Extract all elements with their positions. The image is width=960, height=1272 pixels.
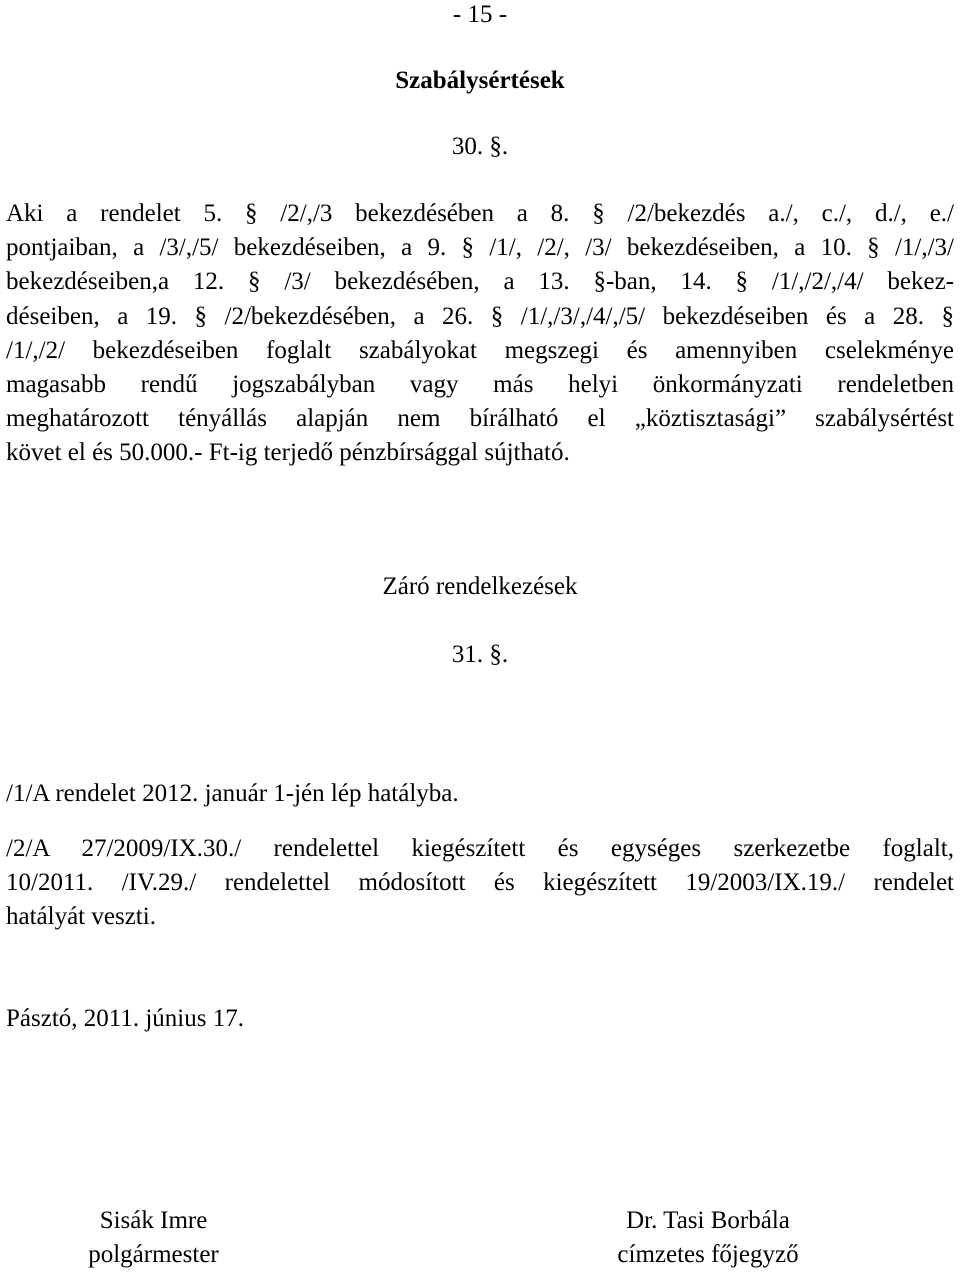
text-line: 10/2011. /IV.29./ rendelettel módosított és kiegészített 19/2003/IX.19./ rendelet (6, 869, 954, 897)
paragraph-30-text (6, 197, 954, 471)
text-line: hatályát veszti. (6, 903, 156, 931)
signatory-title: címzetes főjegyző (617, 1241, 799, 1268)
paragraph-number-30: 30. §. (451, 133, 509, 160)
text-line: bekezdéseiben,a 12. § /3/ bekezdésében, a 13. §-ban, 14. § /1/,/2/,/4/ bekez- (6, 268, 954, 296)
text-line: pontjaiban, a /3/,/5/ bekezdéseiben, a 9. § /1/, /2/, /3/ bekezdéseiben, a 10. § /1/,/3/ (6, 234, 954, 262)
text-line: déseiben, a 19. § /2/bekezdésében, a 26. § /1/,/3/,/4/,/5/ bekezdéseiben és a 28. § (6, 302, 954, 330)
signatory-name: Dr. Tasi Borbála (626, 1207, 790, 1234)
signatory-title: polgármester (88, 1241, 219, 1268)
clause-1: /1/A rendelet 2012. január 1-jén lép hatályba. (6, 780, 459, 807)
text-line: meghatározott tényállás alapján nem bírálható el „köztisztasági” szabálysértést (6, 405, 954, 433)
text-line: /1/,/2/ bekezdéseiben foglalt szabályokat megszegi és amennyiben cselekménye (6, 336, 954, 364)
signature-mayor (66, 1204, 241, 1272)
paragraph-number-31: 31. §. (451, 641, 509, 668)
place-date: Pásztó, 2011. június 17. (6, 1005, 244, 1032)
text-line: Aki a rendelet 5. § /2/,/3 bekezdésében a 8. § /2/bekezdés a./, c./, d./, e./ (6, 200, 954, 227)
text-line: /2/A 27/2009/IX.30./ rendelettel kiegészített és egységes szerkezetbe foglalt, (6, 835, 954, 862)
signature-notary (588, 1204, 828, 1272)
clause-2 (6, 832, 954, 935)
closing-provisions-heading: Záró rendelkezések (382, 573, 578, 600)
signatory-name: Sisák Imre (99, 1207, 208, 1234)
text-line: követ el és 50.000.- Ft-ig terjedő pénzbírsággal sújtható. (6, 439, 570, 467)
page-number: - 15 - (452, 1, 508, 28)
section-title: Szabálysértések (395, 67, 565, 94)
text-line: magasabb rendű jogszabályban vagy más helyi önkormányzati rendeletben (6, 371, 954, 399)
